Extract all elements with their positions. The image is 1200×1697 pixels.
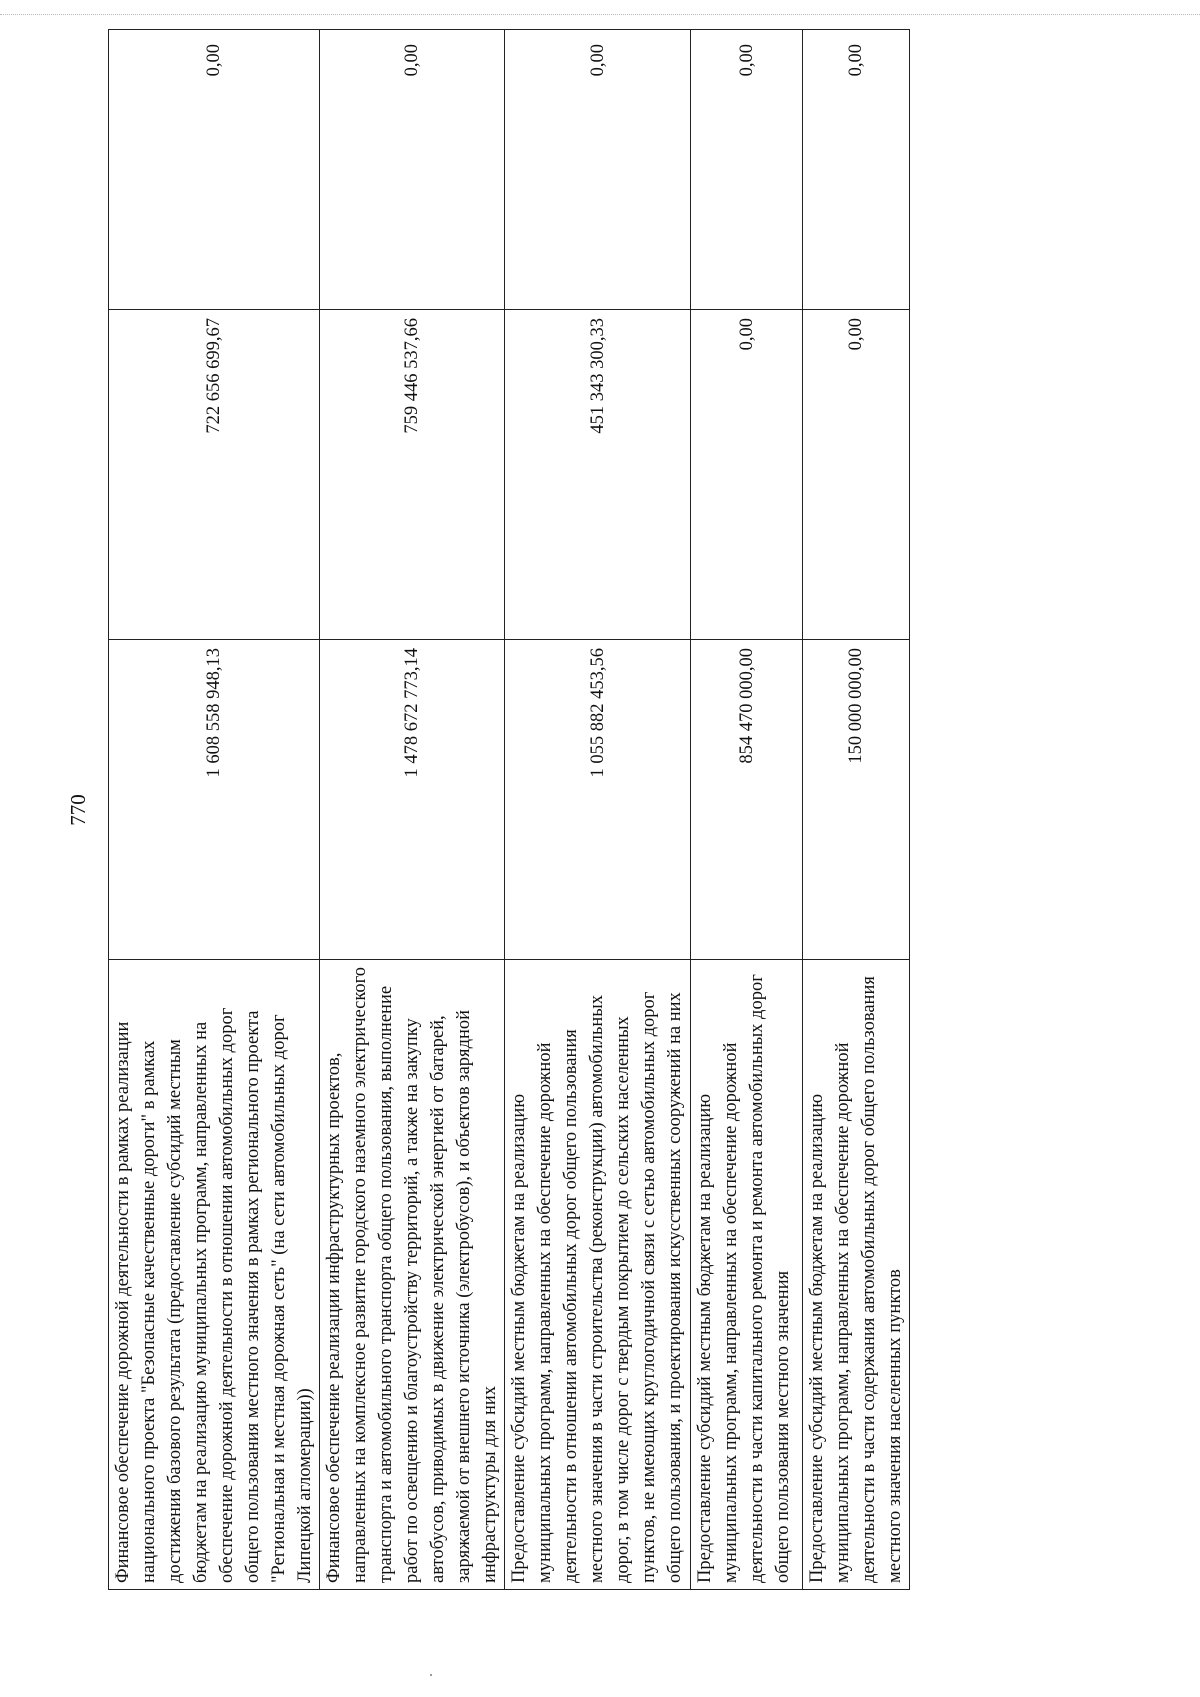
table-row [320, 30, 505, 1590]
budget-table [108, 29, 910, 1590]
row-description: Финансовое обеспечение реализации инфраструктурных проектов, направленных на комплексное развитие городского наземного электрического транспорта и автомобильного транспорта общего пользования, выполнение работ по освещению и благоустройству территорий, а также на закупку автобусов, приводимых в движение электрической энергией от батарей, заряжаемой от внешнего источника (электробусов), и объектов зарядной инфраструктуры для них [320, 960, 505, 1590]
rotated-page [66, 30, 905, 1590]
scan-speck [430, 1674, 432, 1676]
row-value-3: 0,00 [320, 30, 505, 310]
row-value-3: 0,00 [691, 30, 803, 310]
row-description: Финансовое обеспечение дорожной деятельности в рамках реализации национального проекта "Безопасные качественные дороги" в рамках достижения базового результата (предоставление субсидий местным бюджетам на реализацию муниципальных программ, направленных на обеспечение дорожной деятельности в отношении автомобильных дорог общего пользования местного значения в рамках регионального проекта "Региональная и местная дорожная сеть" (на сети автомобильных дорог Липецкой агломерации)) [109, 960, 320, 1590]
row-value-1: 854 470 000,00 [691, 640, 803, 960]
table-row [109, 30, 320, 1590]
row-value-1: 1 055 882 453,56 [505, 640, 691, 960]
row-value-2: 759 446 537,66 [320, 310, 505, 640]
row-value-2: 722 656 699,67 [109, 310, 320, 640]
top-scan-rule [0, 14, 1200, 15]
row-value-1: 1 608 558 948,13 [109, 640, 320, 960]
page-number: 770 [66, 794, 90, 826]
row-value-1: 150 000 000,00 [803, 640, 910, 960]
table-row [691, 30, 803, 1590]
row-description: Предоставление субсидий местным бюджетам на реализацию муниципальных программ, направленных на обеспечение дорожной деятельности в части капитального ремонта и ремонта автомобильных дорог общего пользования местного значения [691, 960, 803, 1590]
row-value-1: 1 478 672 773,14 [320, 640, 505, 960]
row-description: Предоставление субсидий местным бюджетам на реализацию муниципальных программ, направленных на обеспечение дорожной деятельности в части содержания автомобильных дорог общего пользования местного значения населенных пунктов [803, 960, 910, 1590]
table-row [505, 30, 691, 1590]
row-value-3: 0,00 [505, 30, 691, 310]
table-row [803, 30, 910, 1590]
row-value-2: 0,00 [803, 310, 910, 640]
row-description: Предоставление субсидий местным бюджетам на реализацию муниципальных программ, направленных на обеспечение дорожной деятельности в отношении автомобильных дорог общего пользования местного значения в части строительства (реконструкции) автомобильных дорог, в том числе дорог с твердым покрытием до сельских населенных пунктов, не имеющих круглогодичной связи с сетью автомобильных дорог общего пользования, и проектирования искусственных сооружений на них [505, 960, 691, 1590]
row-value-2: 451 343 300,33 [505, 310, 691, 640]
row-value-2: 0,00 [691, 310, 803, 640]
row-value-3: 0,00 [109, 30, 320, 310]
row-value-3: 0,00 [803, 30, 910, 310]
